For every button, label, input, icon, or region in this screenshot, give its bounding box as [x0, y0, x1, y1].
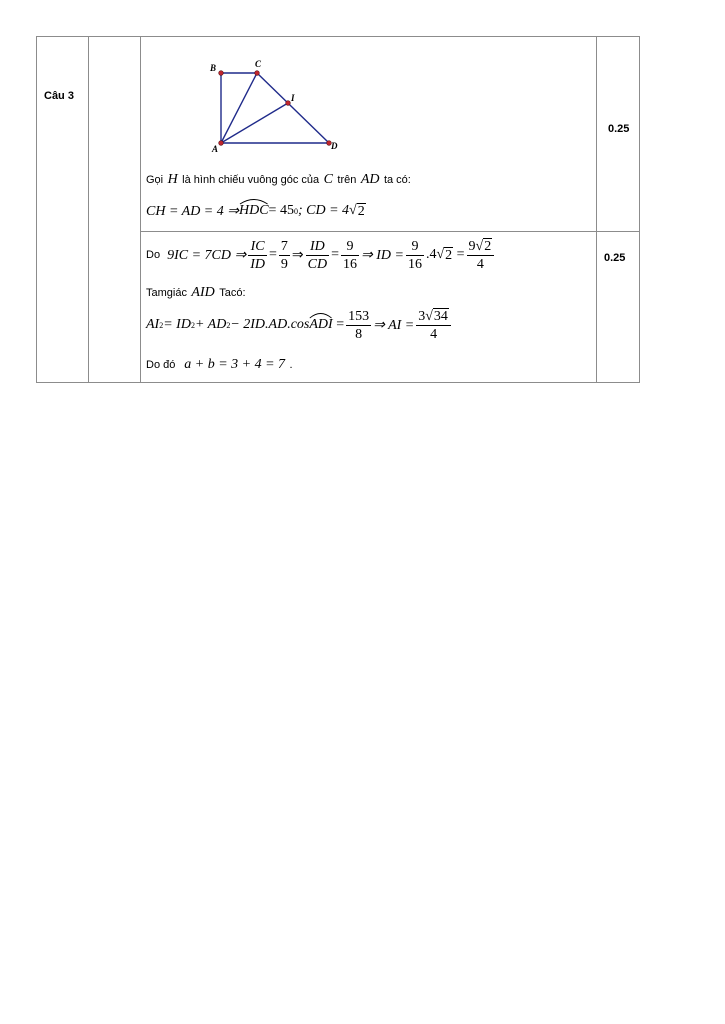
- row1-intro: Gọi H là hình chiếu vuông góc của C trên AD ta có:: [146, 172, 411, 187]
- angle-arc-HDC: HDC: [239, 203, 269, 219]
- label-I: I: [291, 93, 295, 103]
- column-divider-3: [596, 37, 597, 382]
- point-A: [219, 141, 224, 146]
- column-divider-1: [88, 37, 89, 382]
- fraction-9-16: $\frac{9}{16}$: [342, 238, 357, 272]
- row2-equation-1: Do 9IC = 7CD ⇒ $\frac{IC}{ID}$ = $\frac{7}{9}$ ⇒ $\frac{ID}{CD}$ = $\frac{9}{16}$ ⇒ ID = $\frac{9}{16}$ .4 √ 2 = $\frac{9√2}{4}$: [146, 236, 496, 274]
- score-row-1: 0.25: [608, 123, 630, 135]
- label-A: A: [212, 144, 219, 154]
- row2-final: Do đó a + b = 3 + 4 = 7 .: [146, 357, 293, 372]
- point-I: [286, 101, 291, 106]
- fraction-9-16-b: $\frac{9}{16}$: [407, 238, 422, 272]
- label-B: B: [210, 63, 217, 73]
- fraction-3root34-4: $\frac{3√34}{4}$: [416, 308, 451, 343]
- score-row-2: 0.25: [604, 252, 626, 264]
- label-C: C: [255, 59, 262, 69]
- point-C: [255, 71, 260, 76]
- angle-arc-ADI: ADI: [309, 317, 332, 333]
- segment-CD: [257, 73, 329, 143]
- fraction-ID-CD: $\frac{ID}{CD}$: [307, 238, 328, 272]
- fraction-9root2-4: $\frac{9√2}{4}$: [467, 238, 495, 273]
- row2-equation-2: AI 2 = ID 2 + AD 2 − 2ID.AD.cos ADI = $\frac{153}{8}$ ⇒ AI = $\frac{3√34}{4}$: [146, 306, 453, 344]
- fraction-153-8: $\frac{153}{8}$: [348, 308, 370, 342]
- fraction-7-9: $\frac{7}{9}$: [280, 238, 288, 272]
- column-divider-2: [140, 37, 141, 382]
- question-label: Câu 3: [44, 90, 74, 102]
- row2-triangle-label: Tamgiác AID Tacó:: [146, 285, 246, 300]
- fraction-IC-ID: $\frac{IC}{ID}$: [250, 238, 265, 272]
- point-B: [219, 71, 224, 76]
- row1-equation: CH = AD = 4 ⇒ HDC = 45 0 ; CD = 4 √ 2: [146, 200, 366, 222]
- label-D: D: [331, 141, 338, 151]
- trapezoid-figure: [200, 55, 360, 155]
- row-divider: [140, 231, 640, 232]
